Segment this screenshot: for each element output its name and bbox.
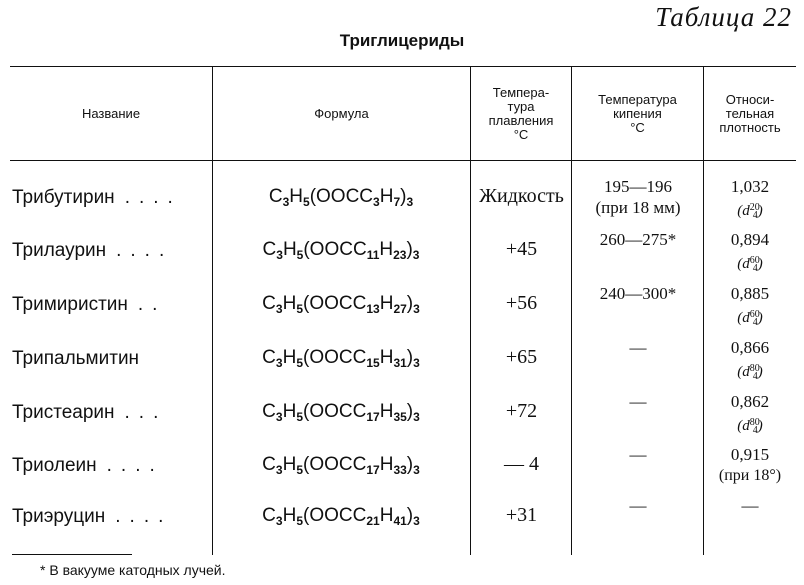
header-melting-point: Темпера- тура плавления °C [488,84,554,142]
table-row [0,444,804,498]
melting-point: +72 [505,400,538,422]
chemical-formula: $C_3H_5(OOCC_{17}H_{35})_3$ [262,401,420,424]
footnote-rule [12,554,132,555]
density-value: 1,032 [730,177,770,196]
density-value: 0,894 [730,230,770,249]
boiling-point: — [629,445,647,464]
density-value: — [741,496,759,515]
chemical-formula: $C_3H_5(OOCC_{13}H_{27})_3$ [262,293,420,316]
density-condition: $(d^{80}_4)$ [737,417,763,436]
density-value: 0,866 [730,338,770,357]
relative-density [704,176,796,226]
relative-density [704,444,796,486]
density-condition: $(d^{20}_4)$ [737,202,763,221]
compound-name: Трипальмитин [12,348,140,369]
compound-name: Триолеин .... [12,455,164,476]
compound-name: Тристеарин ... [12,402,168,423]
chemical-formula: $C_3H_5(OOCC_3H_7)_3$ [268,186,414,209]
compound-name: Триэруцин .... [12,506,173,527]
relative-density [704,337,796,387]
compound-name: Трилаурин .... [12,240,174,261]
header-boiling-point: Температура кипения °C [598,91,677,135]
density-condition: $(d^{80}_4)$ [737,363,763,382]
melting-point: — 4 [504,453,539,475]
chemical-formula: $C_3H_5(OOCC_{11}H_{23})_3$ [262,239,420,262]
header-name: Название [81,105,141,121]
density-value: 0,915 [730,445,770,464]
relative-density [704,229,796,279]
table-caption: Триглицериды [339,31,465,50]
melting-point: +56 [505,292,538,314]
density-condition: (при 18°) [718,467,782,484]
boiling-point: — [629,338,647,357]
compound-name: Трибутирин .... [12,187,182,208]
relative-density [704,283,796,333]
density-value: 0,885 [730,284,770,303]
melting-point: +65 [505,346,538,368]
header-rule [10,160,796,161]
table-row [0,391,804,445]
boiling-point: 195—196 (при 18 мм) [595,177,681,217]
header-density: Относи- тельная плотность [719,91,781,135]
melting-point: +31 [505,504,538,526]
density-condition: $(d^{60}_4)$ [737,255,763,274]
boiling-point: — [629,496,647,515]
chemical-formula: $C_3H_5(OOCC_{15}H_{31})_3$ [262,347,420,370]
density-value: 0,862 [730,392,770,411]
boiling-point: 260—275* [599,230,677,249]
table-row [0,176,804,230]
header-formula: Формула [314,105,369,121]
relative-density [704,391,796,441]
melting-point: +45 [505,238,538,260]
melting-point: Жидкость [479,185,564,207]
footnote: * В вакууме катодных лучей. [40,562,226,578]
compound-name: Тримиристин .. [12,294,167,315]
table-number: Таблица 22 [655,2,792,32]
table-row [0,283,804,337]
chemical-formula: $C_3H_5(OOCC_{21}H_{41})_3$ [262,505,420,528]
table-row [0,229,804,283]
relative-density [704,495,796,516]
boiling-point: 240—300* [599,284,677,303]
table-row [0,495,804,549]
density-condition: $(d^{60}_4)$ [737,309,763,328]
boiling-point: — [629,392,647,411]
table-row [0,337,804,391]
chemical-formula: $C_3H_5(OOCC_{17}H_{33})_3$ [262,454,420,477]
